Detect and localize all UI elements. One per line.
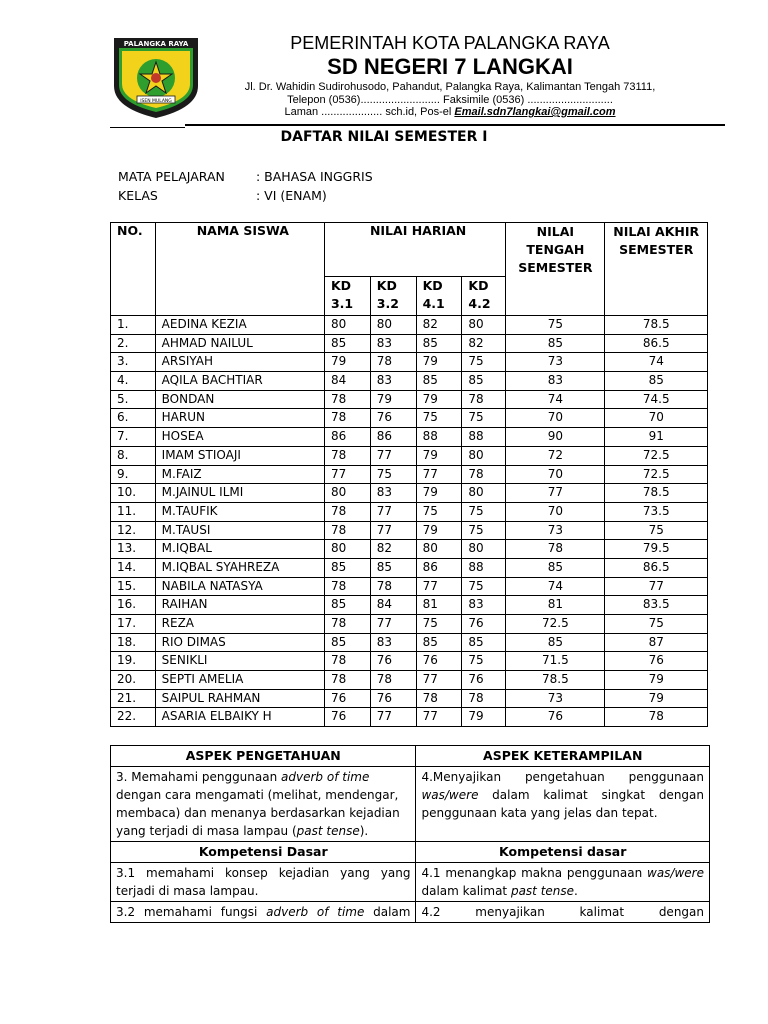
header-daily: NILAI HARIAN <box>324 223 505 277</box>
cell-kd32: 78 <box>370 671 416 690</box>
cell-no: 4. <box>111 372 156 391</box>
cell-kd31: 79 <box>324 353 370 372</box>
cell-kd42: 80 <box>462 484 506 503</box>
school-name: SD NEGERI 7 LANGKAI <box>327 54 573 79</box>
cell-kd41: 77 <box>416 577 462 596</box>
cell-no: 10. <box>111 484 156 503</box>
cell-final: 77 <box>605 577 708 596</box>
cell-mid: 75 <box>506 316 605 335</box>
table-row <box>111 390 708 409</box>
table-row <box>111 689 708 708</box>
cell-kd41: 82 <box>416 316 462 335</box>
cell-final: 86.5 <box>605 334 708 353</box>
cell-kd32: 78 <box>370 577 416 596</box>
cell-kd41: 79 <box>416 353 462 372</box>
cell-final: 85 <box>605 372 708 391</box>
header-kd: KD 4.1 <box>416 277 462 316</box>
cell-kd41: 79 <box>416 521 462 540</box>
cell-kd41: 77 <box>416 465 462 484</box>
cell-kd32: 77 <box>370 615 416 634</box>
cell-no: 7. <box>111 428 156 447</box>
aspek-pengetahuan-text: 3. Memahami penggunaan adverb of time dengan cara mengamati (melihat, mendengar, membaca) dan menanya berdasarkan kejadian yang terjadi di masa lampau (past tense). <box>111 767 416 842</box>
cell-kd31: 85 <box>324 334 370 353</box>
cell-no: 8. <box>111 446 156 465</box>
cell-mid: 70 <box>506 465 605 484</box>
header-mid: NILAI TENGAH SEMESTER <box>506 223 605 316</box>
cell-no: 6. <box>111 409 156 428</box>
cell-kd42: 80 <box>462 316 506 335</box>
cell-kd31: 78 <box>324 502 370 521</box>
cell-kd32: 82 <box>370 540 416 559</box>
table-row <box>111 652 708 671</box>
grades-body <box>111 316 708 727</box>
table-row <box>111 502 708 521</box>
cell-name: SENIKLI <box>155 652 324 671</box>
header-rule-left <box>110 127 185 128</box>
cell-mid: 85 <box>506 633 605 652</box>
cell-kd42: 75 <box>462 409 506 428</box>
table-row <box>111 558 708 577</box>
cell-kd31: 84 <box>324 372 370 391</box>
table-row <box>111 334 708 353</box>
table-row <box>111 465 708 484</box>
kd-4-1: 4.1 menangkap makna penggunaan was/were dalam kalimat past tense. <box>416 863 710 902</box>
cell-name: AHMAD NAILUL <box>155 334 324 353</box>
cell-kd41: 85 <box>416 334 462 353</box>
table-row <box>111 671 708 690</box>
cell-name: M.TAUSI <box>155 521 324 540</box>
cell-kd31: 85 <box>324 596 370 615</box>
cell-kd32: 75 <box>370 465 416 484</box>
school-web <box>205 106 695 118</box>
school-phone: Telepon (0536).......................... Faksimile (0536) ............................ <box>287 94 613 106</box>
table-row <box>111 615 708 634</box>
cell-final: 78 <box>605 708 708 727</box>
cell-kd41: 77 <box>416 708 462 727</box>
kd-3-1: 3.1 memahami konsep kejadian yang yang terjadi di masa lampau. <box>111 863 416 902</box>
cell-no: 12. <box>111 521 156 540</box>
cell-mid: 72 <box>506 446 605 465</box>
cell-name: REZA <box>155 615 324 634</box>
cell-kd31: 76 <box>324 689 370 708</box>
cell-kd31: 78 <box>324 409 370 428</box>
cell-kd41: 77 <box>416 671 462 690</box>
class-label: KELAS <box>118 188 158 203</box>
cell-kd42: 88 <box>462 428 506 447</box>
cell-kd32: 80 <box>370 316 416 335</box>
cell-kd41: 75 <box>416 615 462 634</box>
header-kd: KD 4.2 <box>462 277 506 316</box>
cell-kd41: 76 <box>416 652 462 671</box>
kd-right-header: Kompetensi dasar <box>416 842 710 863</box>
cell-name: NABILA NATASYA <box>155 577 324 596</box>
cell-no: 16. <box>111 596 156 615</box>
cell-kd32: 79 <box>370 390 416 409</box>
cell-mid: 83 <box>506 372 605 391</box>
cell-kd42: 76 <box>462 671 506 690</box>
cell-final: 72.5 <box>605 446 708 465</box>
cell-kd31: 77 <box>324 465 370 484</box>
cell-mid: 71.5 <box>506 652 605 671</box>
cell-kd42: 78 <box>462 390 506 409</box>
cell-kd31: 76 <box>324 708 370 727</box>
cell-no: 15. <box>111 577 156 596</box>
cell-no: 14. <box>111 558 156 577</box>
table-row <box>111 484 708 503</box>
cell-final: 87 <box>605 633 708 652</box>
cell-mid: 76 <box>506 708 605 727</box>
cell-kd32: 83 <box>370 334 416 353</box>
cell-kd32: 76 <box>370 652 416 671</box>
table-row <box>111 409 708 428</box>
cell-final: 79.5 <box>605 540 708 559</box>
class-value: : VI (ENAM) <box>256 188 327 203</box>
cell-name: M.TAUFIK <box>155 502 324 521</box>
header-final: NILAI AKHIR SEMESTER <box>605 223 708 316</box>
table-row <box>111 596 708 615</box>
cell-name: BONDAN <box>155 390 324 409</box>
cell-kd42: 78 <box>462 465 506 484</box>
grades-table <box>110 222 708 727</box>
cell-no: 2. <box>111 334 156 353</box>
cell-kd32: 77 <box>370 708 416 727</box>
cell-mid: 78.5 <box>506 671 605 690</box>
kd-left-header: Kompetensi Dasar <box>111 842 416 863</box>
cell-kd31: 78 <box>324 521 370 540</box>
header-kd: KD 3.2 <box>370 277 416 316</box>
aspek-keterampilan-header: ASPEK KETERAMPILAN <box>416 746 710 767</box>
cell-mid: 74 <box>506 577 605 596</box>
cell-kd42: 85 <box>462 633 506 652</box>
cell-kd41: 75 <box>416 502 462 521</box>
cell-kd41: 79 <box>416 484 462 503</box>
kd-4-2: 4.2 menyajikan kalimat dengan <box>416 902 710 923</box>
table-row <box>111 316 708 335</box>
svg-text:PALANGKA RAYA: PALANGKA RAYA <box>123 40 189 48</box>
cell-kd41: 85 <box>416 633 462 652</box>
svg-text:ISEN MULANG: ISEN MULANG <box>140 99 172 104</box>
government-name: PEMERINTAH KOTA PALANGKA RAYA <box>290 33 610 53</box>
cell-final: 86.5 <box>605 558 708 577</box>
subject-value: : BAHASA INGGRIS <box>256 169 373 184</box>
cell-name: ARSIYAH <box>155 353 324 372</box>
cell-final: 72.5 <box>605 465 708 484</box>
cell-kd42: 78 <box>462 689 506 708</box>
cell-no: 17. <box>111 615 156 634</box>
cell-kd42: 83 <box>462 596 506 615</box>
cell-kd32: 86 <box>370 428 416 447</box>
cell-mid: 72.5 <box>506 615 605 634</box>
cell-name: AEDINA KEZIA <box>155 316 324 335</box>
cell-name: ASARIA ELBAIKY H <box>155 708 324 727</box>
cell-kd42: 75 <box>462 577 506 596</box>
cell-no: 21. <box>111 689 156 708</box>
cell-final: 79 <box>605 689 708 708</box>
page-title: DAFTAR NILAI SEMESTER I <box>280 129 488 145</box>
cell-final: 75 <box>605 615 708 634</box>
table-row <box>111 521 708 540</box>
cell-no: 5. <box>111 390 156 409</box>
table-row <box>111 577 708 596</box>
cell-kd42: 79 <box>462 708 506 727</box>
aspek-keterampilan-text: 4.Menyajikan pengetahuan penggunaan was/were dalam kalimat singkat dengan penggunaan kata yang jelas dan tepat. <box>416 767 710 842</box>
cell-kd42: 75 <box>462 353 506 372</box>
cell-no: 19. <box>111 652 156 671</box>
cell-mid: 85 <box>506 334 605 353</box>
cell-mid: 78 <box>506 540 605 559</box>
cell-kd31: 86 <box>324 428 370 447</box>
cell-kd31: 80 <box>324 540 370 559</box>
cell-kd41: 78 <box>416 689 462 708</box>
cell-no: 18. <box>111 633 156 652</box>
cell-kd32: 77 <box>370 521 416 540</box>
cell-final: 83.5 <box>605 596 708 615</box>
cell-name: SAIPUL RAHMAN <box>155 689 324 708</box>
cell-kd31: 80 <box>324 316 370 335</box>
cell-kd31: 78 <box>324 652 370 671</box>
school-address: Jl. Dr. Wahidin Sudirohusodo, Pahandut, Palangka Raya, Kalimantan Tengah 73111, <box>244 81 656 93</box>
cell-kd31: 80 <box>324 484 370 503</box>
cell-name: IMAM STIOAJI <box>155 446 324 465</box>
header-rule <box>185 124 725 126</box>
cell-kd31: 85 <box>324 558 370 577</box>
web-prefix: Laman .................... sch.id, Pos-el <box>284 106 455 118</box>
cell-no: 22. <box>111 708 156 727</box>
cell-kd31: 78 <box>324 446 370 465</box>
competency-table <box>110 745 710 923</box>
table-row <box>111 633 708 652</box>
cell-no: 9. <box>111 465 156 484</box>
cell-mid: 73 <box>506 353 605 372</box>
cell-name: HOSEA <box>155 428 324 447</box>
header-name: NAMA SISWA <box>155 223 324 316</box>
cell-kd32: 77 <box>370 446 416 465</box>
table-row <box>111 540 708 559</box>
cell-kd32: 84 <box>370 596 416 615</box>
cell-name: M.IQBAL <box>155 540 324 559</box>
cell-name: RAIHAN <box>155 596 324 615</box>
cell-kd31: 78 <box>324 390 370 409</box>
cell-final: 78.5 <box>605 316 708 335</box>
cell-kd41: 85 <box>416 372 462 391</box>
cell-kd31: 78 <box>324 671 370 690</box>
cell-kd41: 79 <box>416 446 462 465</box>
cell-kd41: 81 <box>416 596 462 615</box>
cell-name: RIO DIMAS <box>155 633 324 652</box>
cell-kd32: 78 <box>370 353 416 372</box>
cell-mid: 70 <box>506 502 605 521</box>
cell-mid: 77 <box>506 484 605 503</box>
cell-kd32: 76 <box>370 689 416 708</box>
cell-mid: 81 <box>506 596 605 615</box>
cell-kd32: 83 <box>370 372 416 391</box>
cell-kd42: 75 <box>462 502 506 521</box>
cell-final: 73.5 <box>605 502 708 521</box>
table-row <box>111 353 708 372</box>
cell-kd42: 75 <box>462 652 506 671</box>
header-no: NO. <box>111 223 156 316</box>
cell-kd42: 80 <box>462 446 506 465</box>
palangka-raya-logo <box>108 34 204 120</box>
cell-final: 75 <box>605 521 708 540</box>
cell-name: AQILA BACHTIAR <box>155 372 324 391</box>
cell-kd42: 76 <box>462 615 506 634</box>
cell-mid: 73 <box>506 689 605 708</box>
aspek-pengetahuan-header: ASPEK PENGETAHUAN <box>111 746 416 767</box>
cell-kd32: 83 <box>370 633 416 652</box>
subject-line <box>118 169 373 184</box>
cell-name: M.JAINUL ILMI <box>155 484 324 503</box>
cell-name: M.FAIZ <box>155 465 324 484</box>
cell-kd42: 80 <box>462 540 506 559</box>
cell-no: 13. <box>111 540 156 559</box>
cell-name: HARUN <box>155 409 324 428</box>
cell-kd32: 83 <box>370 484 416 503</box>
cell-kd42: 75 <box>462 521 506 540</box>
subject-label: MATA PELAJARAN <box>118 169 225 184</box>
cell-mid: 74 <box>506 390 605 409</box>
cell-final: 70 <box>605 409 708 428</box>
cell-kd41: 79 <box>416 390 462 409</box>
cell-name: M.IQBAL SYAHREZA <box>155 558 324 577</box>
cell-kd32: 85 <box>370 558 416 577</box>
cell-kd31: 78 <box>324 577 370 596</box>
cell-mid: 70 <box>506 409 605 428</box>
cell-kd41: 80 <box>416 540 462 559</box>
cell-kd41: 86 <box>416 558 462 577</box>
class-line <box>118 188 327 203</box>
cell-kd32: 76 <box>370 409 416 428</box>
cell-final: 76 <box>605 652 708 671</box>
cell-final: 78.5 <box>605 484 708 503</box>
cell-final: 74.5 <box>605 390 708 409</box>
table-row <box>111 372 708 391</box>
cell-kd32: 77 <box>370 502 416 521</box>
cell-kd42: 82 <box>462 334 506 353</box>
cell-final: 79 <box>605 671 708 690</box>
cell-kd42: 88 <box>462 558 506 577</box>
cell-mid: 90 <box>506 428 605 447</box>
table-row <box>111 428 708 447</box>
header-kd: KD 3.1 <box>324 277 370 316</box>
cell-kd41: 88 <box>416 428 462 447</box>
cell-kd31: 85 <box>324 633 370 652</box>
cell-mid: 73 <box>506 521 605 540</box>
kd-3-2: 3.2 memahami fungsi adverb of time dalam <box>111 902 416 923</box>
cell-no: 20. <box>111 671 156 690</box>
school-email[interactable]: Email.sdn7langkai@gmail.com <box>454 106 616 118</box>
table-row <box>111 446 708 465</box>
cell-mid: 85 <box>506 558 605 577</box>
cell-no: 11. <box>111 502 156 521</box>
cell-final: 91 <box>605 428 708 447</box>
cell-no: 1. <box>111 316 156 335</box>
cell-no: 3. <box>111 353 156 372</box>
cell-kd41: 75 <box>416 409 462 428</box>
cell-kd42: 85 <box>462 372 506 391</box>
cell-name: SEPTI AMELIA <box>155 671 324 690</box>
cell-kd31: 78 <box>324 615 370 634</box>
cell-final: 74 <box>605 353 708 372</box>
table-row <box>111 708 708 727</box>
